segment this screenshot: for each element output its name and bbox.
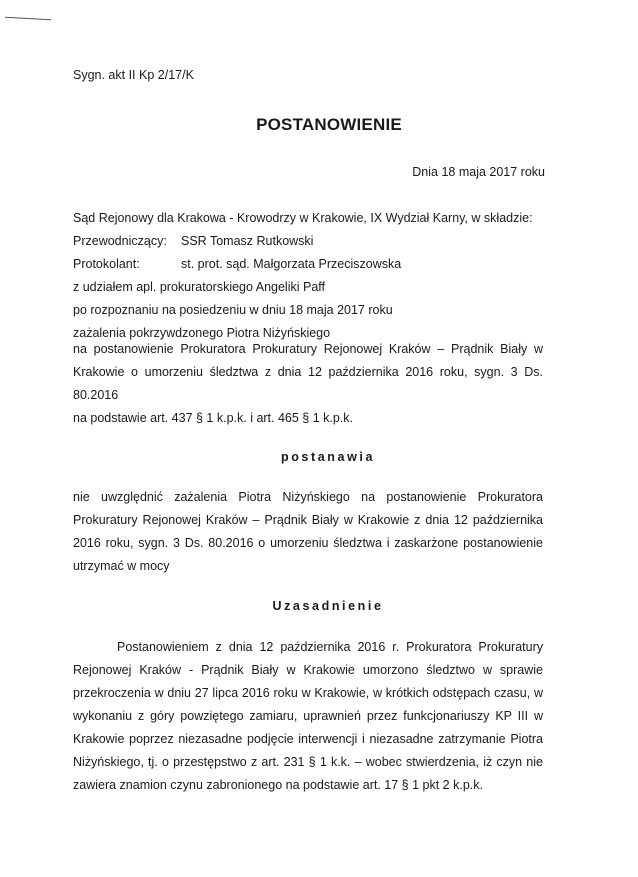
ruling-line: utrzymać w mocy [73,559,170,573]
clerk-label: Protokolant: [73,257,140,271]
legal-basis: na podstawie art. 437 § 1 k.p.k. i art. 465 § 1 k.p.k. [73,411,354,425]
case-signature: Sygn. akt II Kp 2/17/K [73,68,194,82]
chair-row [73,234,313,248]
ruling-line: Prokuratury Rejonowej Kraków – Prądnik Biały w Krakowie z dnia 12 października [73,513,543,527]
justification-line: zawiera znamion czynu zabronionego na podstawie art. 17 § 1 pkt 2 k.p.k. [73,778,483,792]
justification-line: Postanowieniem z dnia 12 października 2016 r. Prokuratora Prokuratury [117,640,543,654]
complaint-line: zażalenia pokrzywdzonego Piotra Niżyńskiego [73,326,331,340]
subject-line: Krakowie o umorzeniu śledztwa z dnia 12 października 2016 roku, sygn. 3 Ds. [73,365,543,379]
justification-line: Krakowie poprzez niezasadne podjęcie interwencji i niezasadne zatrzymanie Piotra [73,732,543,746]
ruling-heading: postanawia [280,450,376,464]
subject-line: 80.2016 [73,388,119,402]
clerk-name: st. prot. sąd. Małgorzata Przeciszowska [181,257,402,271]
clerk-row [73,257,401,271]
justification-line: przekroczenia w dniu 27 lipca 2016 roku w Krakowie, w krótkich odstępach czasu, w [73,686,543,700]
prosecutor-line: z udziałem apl. prokuratorskiego Angeliki Paff [73,280,325,294]
justification-line: wykonaniu z góry powziętego zamiaru, uprawnień przez funkcjonariuszy KP III w [73,709,543,723]
scan-mark [5,17,51,20]
hearing-line: po rozpoznaniu na posiedzeniu w dniu 18 maja 2017 roku [73,303,393,317]
document-title: POSTANOWIENIE [256,115,402,134]
chair-name: SSR Tomasz Rutkowski [181,234,314,248]
subject-line: na postanowienie Prokuratora Prokuratury Rejonowej Kraków – Prądnik Biały w [73,342,543,356]
court-composition: Sąd Rejonowy dla Krakowa - Krowodrzy w Krakowie, IX Wydział Karny, w składzie: [73,211,533,225]
chair-label: Przewodniczący: [73,234,167,248]
justification-heading: Uzasadnienie [272,599,384,613]
ruling-line: nie uwzględnić zażalenia Piotra Niżyńskiego na postanowienie Prokuratora [73,490,543,504]
justification-line: Niżyńskiego, tj. o przestępstwo z art. 231 § 1 k.k. – wobec stwierdzenia, iż czyn nie [73,755,543,769]
document-date: Dnia 18 maja 2017 roku [412,165,545,179]
ruling-line: 2016 roku, sygn. 3 Ds. 80.2016 o umorzeniu śledztwa i zaskarżone postanowienie [73,536,543,550]
justification-line: Rejonowej Kraków - Prądnik Biały w Krakowie umorzono śledztwo w sprawie [73,663,543,677]
